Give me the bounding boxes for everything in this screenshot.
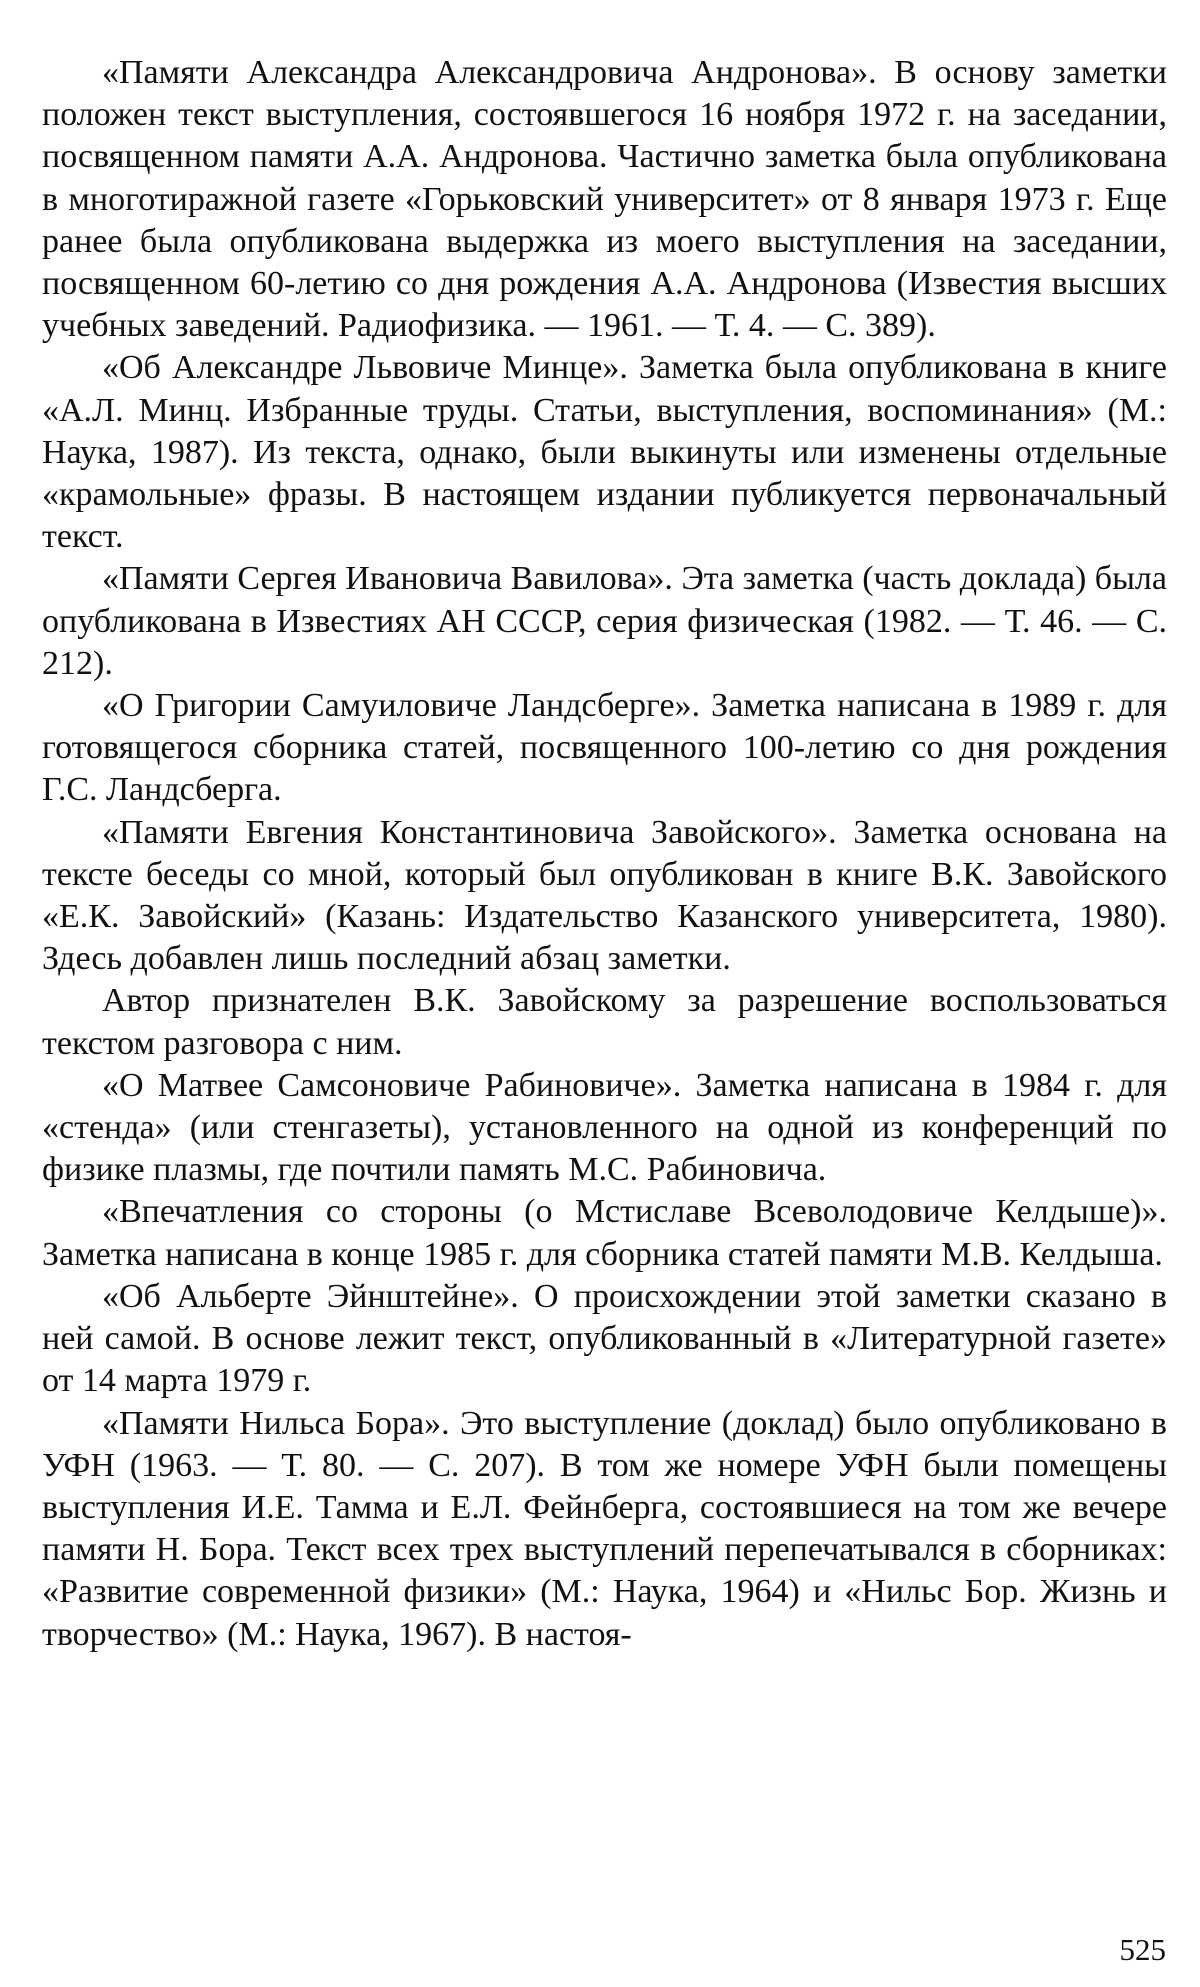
- paragraph-einstein: «Об Альберте Эйнштейне». О происхождении этой заметки сказано в ней самой. В основе лежит текст, опубликованный в «Литературной газете» от 14 марта 1979 г.: [42, 1277, 1167, 1400]
- paragraph-bohr: «Памяти Нильса Бора». Это выступление (доклад) было опубликовано в УФН (1963. — Т. 80. — С. 207). В том же номере УФН были помещены выступления И.Е. Тамма и Е.Л. Фейнберга, состоявшиеся на том же вечере памяти Н. Бора. Текст всех трех выступлений перепечатывался в сборниках: «Развитие современной физики» (М.: Наука, 1964) и «Нильс Бор. Жизнь и творчество» (М.: Наука, 1967). В настоя-: [42, 1404, 1167, 1653]
- paragraph-rabinovich: «О Матвее Самсоновиче Рабиновиче». Заметка написана в 1984 г. для «стенда» (или стенгазеты), установленного на одной из конференций по физике плазмы, где почтили память М.С. Рабиновича.: [42, 1066, 1167, 1189]
- paragraph-zavoisky-thanks: Автор признателен В.К. Завойскому за разрешение воспользоваться текстом разговора с ним.: [42, 982, 1167, 1062]
- paragraph-keldysh: «Впечатления со стороны (о Мстиславе Всеволодовиче Келдыше)». Заметка написана в конце 1985 г. для сборника статей памяти М.В. Келдыша.: [42, 1193, 1167, 1273]
- page-body: [42, 52, 1167, 1656]
- page-number: 525: [1119, 1932, 1166, 1967]
- paragraph-vavilov: «Памяти Сергея Ивановича Вавилова». Эта заметка (часть доклада) была опубликована в Известиях АН СССР, серия физическая (1982. — Т. 46. — С. 212).: [42, 560, 1167, 682]
- paragraph-mints: «Об Александре Львовиче Минце». Заметка была опубликована в книге «А.Л. Минц. Избранные труды. Статьи, выступления, воспоминания» (М.: Наука, 1987). Из текста, однако, были выкинуты или изменены отдельные «крамольные» фразы. В настоящем издании публикуется первоначальный текст.: [42, 349, 1167, 556]
- paragraph-landsberg: «О Григории Самуиловиче Ландсберге». Заметка написана в 1989 г. для готовящегося сборника статей, посвященного 100-летию со дня рождения Г.С. Ландсберга.: [42, 687, 1167, 809]
- paragraph-zavoisky: «Памяти Евгения Константиновича Завойского». Заметка основана на тексте беседы со мной, который был опубликован в книге В.К. Завойского «Е.К. Завойский» (Казань: Издательство Казанского университета, 1980). Здесь добавлен лишь последний абзац заметки.: [42, 813, 1167, 978]
- paragraph-andronov: «Памяти Александра Александровича Андронова». В основу заметки положен текст выступления, состоявшегося 16 ноября 1972 г. на заседании, посвященном памяти А.А. Андронова. Частично заметка была опубликована в многотиражной газете «Горьковский университет» от 8 января 1973 г. Еще ранее была опубликована выдержка из моего выступления на заседании, посвященном 60-летию со дня рождения А.А. Андронова (Известия высших учебных заведений. Радиофизика. — 1961. — Т. 4. — С. 389).: [42, 54, 1167, 345]
